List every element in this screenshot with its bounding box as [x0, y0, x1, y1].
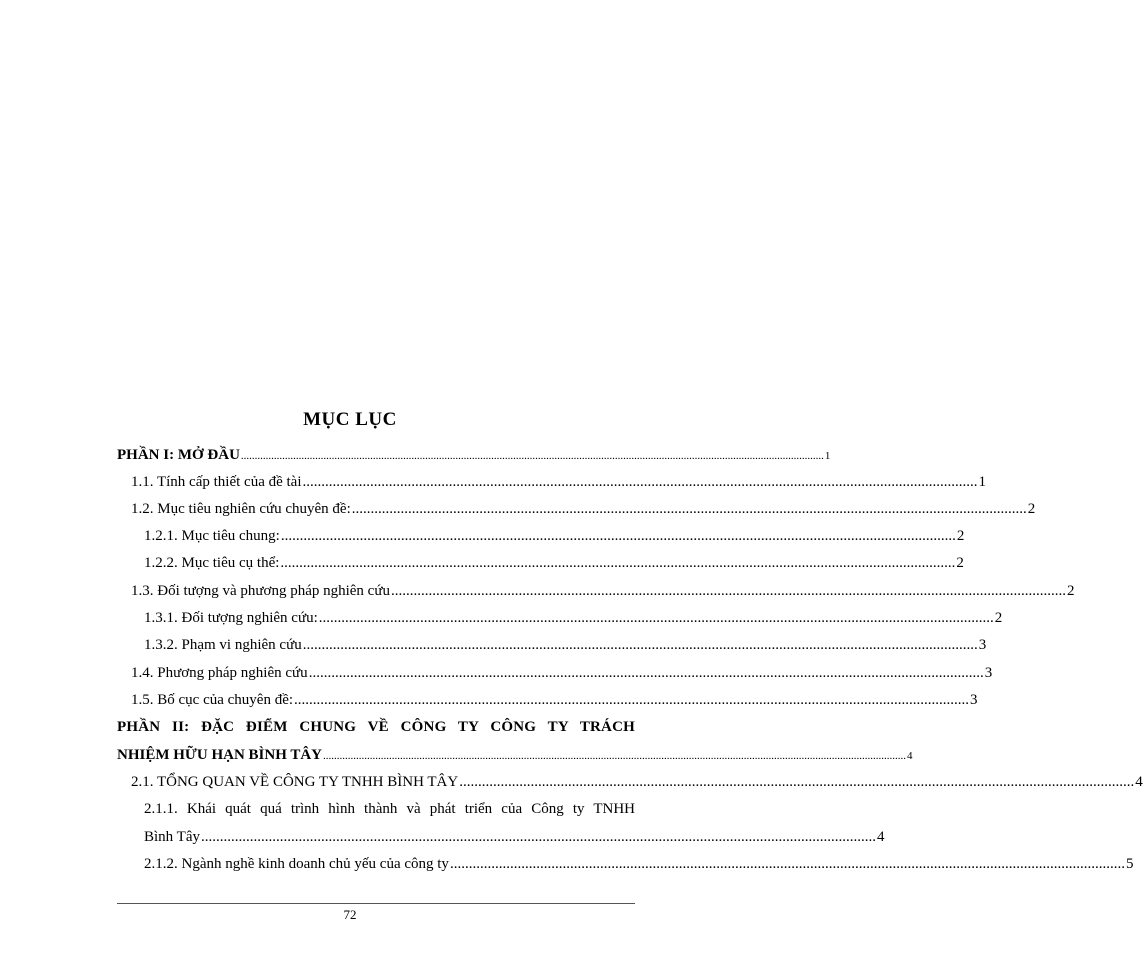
toc-entry-1-5[interactable]	[131, 692, 978, 709]
toc-page-number: 3	[970, 692, 978, 708]
toc-entry-1-1[interactable]	[131, 474, 987, 491]
toc-page-number: 2	[1066, 583, 1075, 599]
toc-page-number: 1	[824, 450, 831, 462]
leader-dots: ....................................................................................................................................................................................	[318, 610, 994, 626]
toc-entry-text: 1.5. Bố cục của chuyên đề:	[131, 692, 294, 708]
toc-entry-text: 1.4. Phương pháp nghiên cứu	[131, 665, 308, 681]
toc-entry-text: 1.2. Mục tiêu nghiên cứu chuyên đề:	[131, 501, 351, 517]
toc-page-number: 3	[978, 637, 987, 653]
toc-entry-2-1[interactable]	[131, 774, 1143, 791]
toc-entry-text: NHIỆM HỮU HẠN BÌNH TÂY	[117, 747, 323, 763]
toc-page-number: 4	[907, 750, 913, 762]
toc-entry-text: Bình Tây	[144, 829, 200, 845]
page-number: 72	[343, 907, 357, 922]
leader-dots: ....................................................................................................................................................................................	[459, 774, 1135, 790]
toc-entry-1-3[interactable]	[131, 583, 1075, 600]
toc-entry-part2-line1[interactable]: PHẦN II: ĐẶC ĐIỂM CHUNG VỀ CÔNG TY CÔNG TY TRÁCH	[117, 719, 635, 735]
leader-dots: ....................................................................................................................................................................................	[280, 555, 956, 571]
toc-entry-1-4[interactable]	[131, 665, 993, 682]
toc-page-number: 2	[994, 610, 1003, 626]
toc-entry-part1[interactable]	[117, 447, 831, 465]
toc-title: MỤC LỤC	[303, 409, 397, 430]
leader-dots: ....................................................................................................................................................................................	[351, 501, 1027, 517]
toc-entry-1-3-2[interactable]	[144, 637, 987, 654]
toc-entry-1-3-1[interactable]	[144, 610, 1003, 627]
toc-entry-text: 1.2.1. Mục tiêu chung:	[144, 528, 280, 544]
toc-entry-1-2-2[interactable]	[144, 555, 964, 572]
toc-entry-text: 1.1. Tính cấp thiết của đề tài	[131, 474, 302, 490]
leader-dots: ....................................................................................................................................................................................	[390, 583, 1066, 599]
toc-entry-2-1-1[interactable]	[144, 829, 885, 846]
toc-entry-2-1-2[interactable]	[144, 856, 1134, 873]
toc-entry-text: 2.1. TỔNG QUAN VỀ CÔNG TY TNHH BÌNH TÂY	[131, 774, 459, 790]
toc-page-number: 3	[984, 665, 993, 681]
leader-dots: ....................................................................................................................................................................................................................	[323, 750, 907, 762]
leader-dots: ....................................................................................................................................................................................	[302, 474, 978, 490]
toc-entry-text: 1.3.2. Phạm vi nghiên cứu	[144, 637, 302, 653]
leader-dots: ....................................................................................................................................................................................	[280, 528, 956, 544]
leader-dots: ....................................................................................................................................................................................	[294, 692, 970, 708]
toc-page-number: 2	[1027, 501, 1036, 517]
toc-entry-1-2-1[interactable]	[144, 528, 965, 545]
toc-entry-text: 2.1.2. Ngành nghề kinh doanh chủ yếu của công ty	[144, 856, 449, 872]
toc-entry-1-2[interactable]	[131, 501, 1036, 518]
toc-entry-text: 1.3. Đối tượng và phương pháp nghiên cứu	[131, 583, 390, 599]
toc-entry-text: 1.3.1. Đối tượng nghiên cứu:	[144, 610, 318, 626]
toc-entry-2-1-1-line1[interactable]: 2.1.1. Khái quát quá trình hình thành và phát triển của Công ty TNHH	[144, 801, 635, 817]
toc-entry-text: 1.2.2. Mục tiêu cụ thể:	[144, 555, 280, 571]
toc-entry-text: PHẦN I: MỞ ĐẦU	[117, 447, 240, 463]
toc-page-number: 2	[956, 528, 965, 544]
leader-dots: ....................................................................................................................................................................................	[308, 665, 984, 681]
leader-dots: ....................................................................................................................................................................................	[449, 856, 1125, 872]
leader-dots: ....................................................................................................................................................................................	[302, 637, 978, 653]
toc-page-number: 5	[1125, 856, 1134, 872]
toc-page-number: 2	[956, 555, 964, 571]
toc-entry-part2[interactable]	[117, 747, 913, 765]
toc-page-number: 1	[978, 474, 987, 490]
toc-page-number: 4	[876, 829, 885, 845]
footer-divider	[117, 903, 635, 904]
leader-dots: ....................................................................................................................................................................................................................	[240, 450, 824, 462]
toc-page-number: 4	[1135, 774, 1143, 790]
leader-dots: ....................................................................................................................................................................................	[200, 829, 876, 845]
